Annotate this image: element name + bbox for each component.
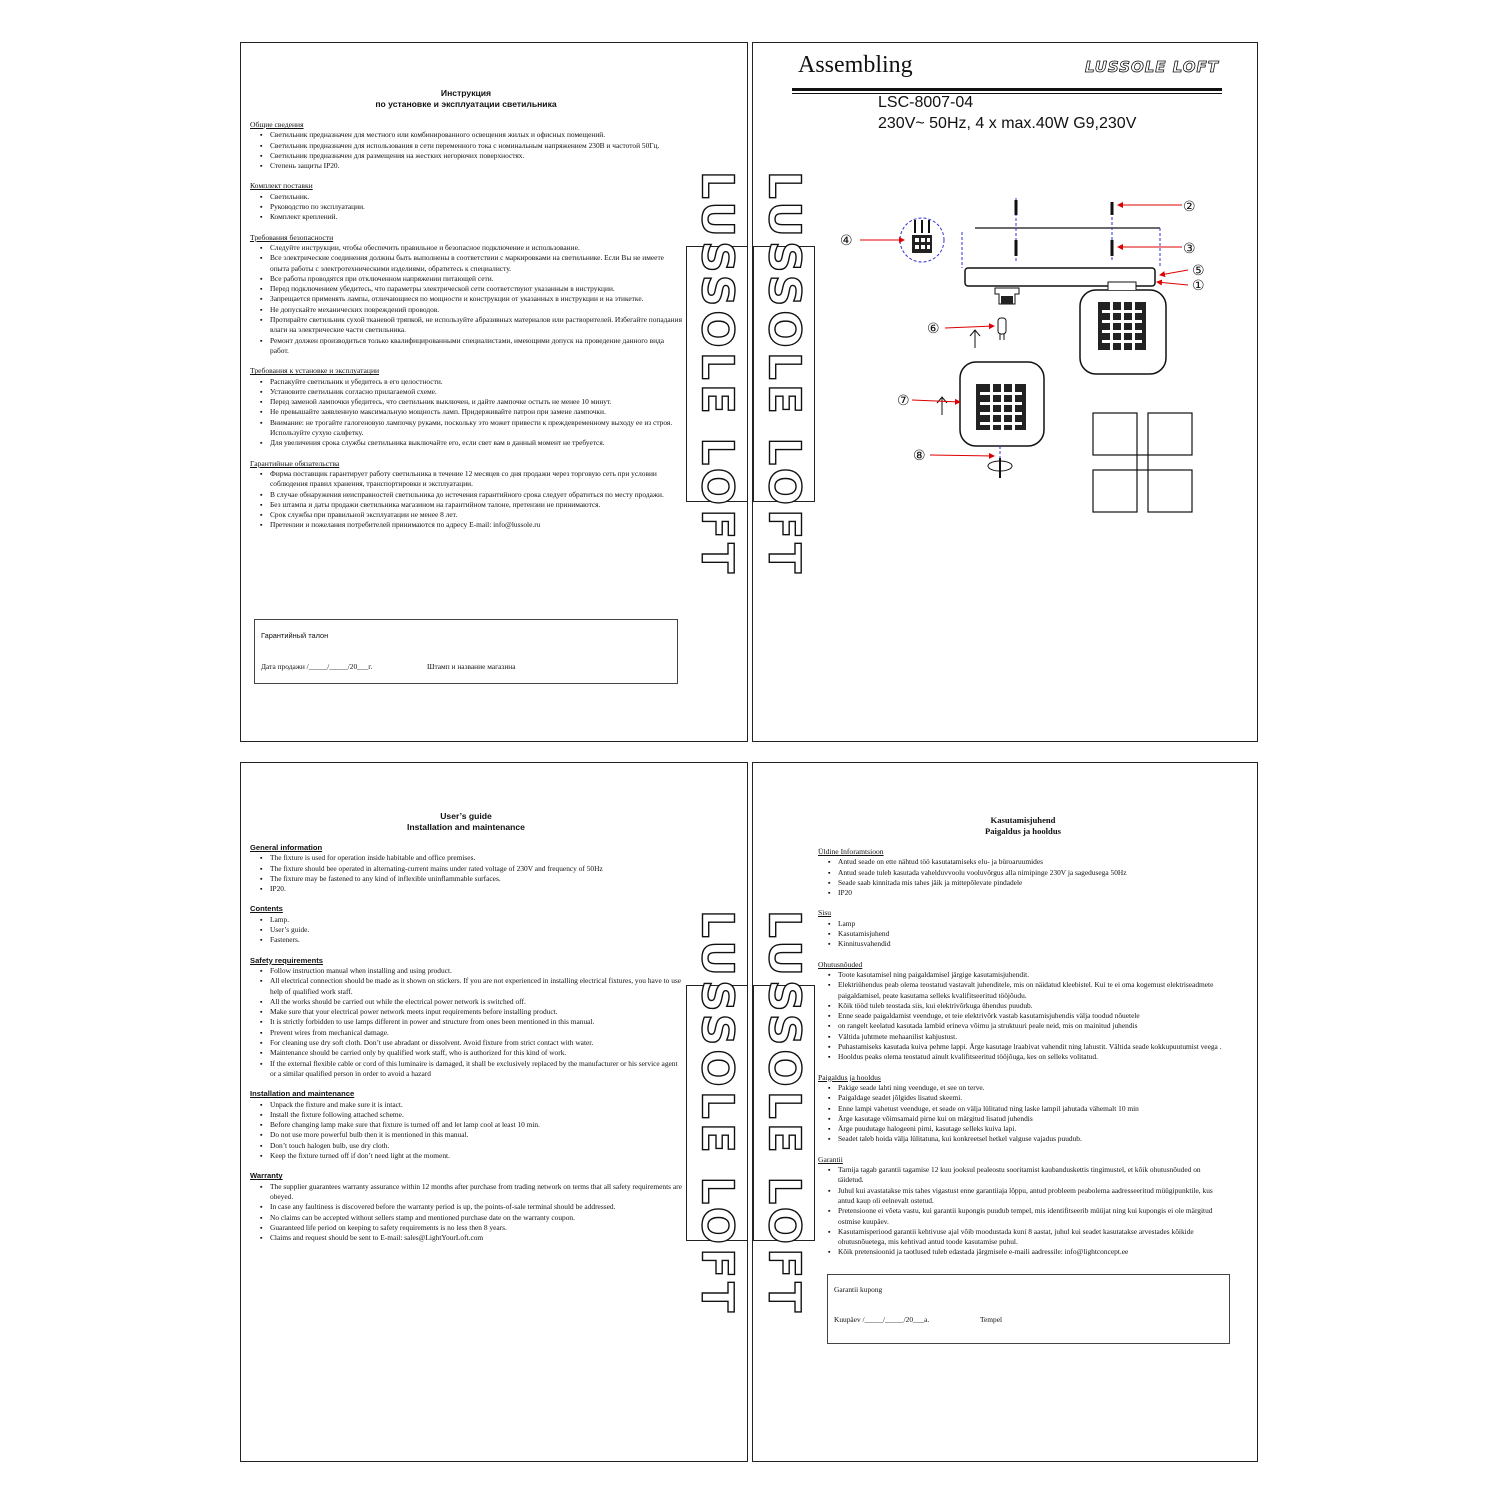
list-item: ▪ Kasutamisjuhend	[838, 929, 1228, 939]
list-item: ▪ Для увеличения срока службы светильника выключайте его, если свет вам в данный момент не требуется.	[270, 438, 682, 448]
section-heading: Warranty	[250, 1171, 283, 1181]
list-item: ▪ Pakige seade lahti ning veenduge, et see on terve.	[838, 1083, 1228, 1093]
en-section	[250, 904, 682, 945]
list-item: ▪ Руководство по эксплуатации.	[270, 202, 682, 212]
ru-title	[250, 88, 682, 110]
list-item: ▪ Kasutamisperiood garantii kehtivuse ajal võib moodustada kuni 8 aastat, juhul kui seadet kasutatakse arvestades kõikide ohutusnõuetega, mis kehtivad antud toode kasutamise puhul.	[838, 1227, 1228, 1248]
list-item: ▪ Don’t touch halogen bulb, use dry cloth.	[270, 1141, 682, 1151]
list-item: ▪ Степень защиты IP20.	[270, 161, 682, 171]
section-list	[250, 853, 682, 894]
list-item: ▪ The fixture is used for operation inside habitable and office premises.	[270, 853, 682, 863]
list-item: ▪ Kinnitusvahendid	[838, 939, 1228, 949]
list-item: ▪ Ремонт должен производиться только квалифицированными специалистами, имеющими допуск на проведение данного вида работ.	[270, 336, 682, 357]
section-heading: Contents	[250, 904, 283, 914]
callout-1: ①	[1192, 278, 1205, 294]
list-item: ▪ If the external flexible cable or cord of this luminaire is damaged, it shall be exclusively replaced by the manufacturer or his service agent or a similar qualified person in order to avoid a hazard	[270, 1059, 682, 1080]
list-item: ▪ Без штампа и даты продажи светильника магазином на гарантийном талоне, претензии не принимаются.	[270, 500, 682, 510]
electrical-spec: 230V~ 50Hz, 4 x max.40W G9,230V	[878, 115, 1137, 132]
list-item: ▪ Срок службы при правильной эксплуатации не менее 8 лет.	[270, 510, 682, 520]
list-item: ▪ Keep the fixture turned off if don’t need light at the moment.	[270, 1151, 682, 1161]
en-title-line1: User’s guide	[440, 811, 492, 821]
assembly-title: Assembling	[798, 52, 913, 78]
list-item: ▪ Toote kasutamisel ning paigaldamisel järgige kasutamisjuhendit.	[838, 970, 1228, 980]
section-heading: Требования безопасности	[250, 232, 334, 242]
ru-section	[250, 459, 682, 531]
section-list	[818, 970, 1228, 1063]
section-heading: Installation and maintenance	[250, 1089, 355, 1099]
ru-coupon-stamp: Штамп и название магазина	[427, 662, 516, 671]
ru-section	[250, 366, 682, 448]
section-list	[250, 130, 682, 171]
list-item: ▪ For cleaning use dry soft cloth. Don’t use abradant or dissolvent. Avoid fixture from strict contact with water.	[270, 1038, 682, 1048]
list-item: ▪ В случае обнаружения неисправностей светильника до истечения гарантийного срока следует обратиться по месту продажи.	[270, 490, 682, 500]
list-item: ▪ Kõik tööd tuleb teostada siis, kui elektrivõrkuga ühendus puudub.	[838, 1001, 1228, 1011]
list-item: ▪ Следуйте инструкции, чтобы обеспечить правильное и безопасное подключение и использование.	[270, 243, 682, 253]
list-item: ▪ It is strictly forbidden to use lamps different in power and structure from ones been mentioned in this manual.	[270, 1017, 682, 1027]
ru-warranty-coupon	[254, 619, 678, 684]
ru-section	[250, 181, 682, 222]
et-warranty-coupon	[827, 1274, 1230, 1344]
brand-logo-box	[753, 170, 815, 578]
assembly-brand-logo: LUSSOLE LOFT	[1085, 58, 1220, 76]
list-item: ▪ Установите светильник согласно прилагаемой схеме.	[270, 387, 682, 397]
list-item: ▪ Светильник предназначен для местного или комбинированного освещения жилых и офисных помещений.	[270, 130, 682, 140]
list-item: ▪ Maintenance should be carried only by qualified work staff, who is authorized for this kind of work.	[270, 1048, 682, 1058]
list-item: ▪ Не превышайте заявленную максимальную мощность ламп. Придерживайте патрон при замене лампочки.	[270, 407, 682, 417]
list-item: ▪ Светильник предназначен для размещения на жестких негорючих поверхностях.	[270, 151, 682, 161]
brand-logo-text: LUSSOLE LOFT	[758, 170, 810, 578]
section-heading: Üldine Inforamtsioon	[818, 847, 884, 856]
assembly-diagram	[752, 190, 1258, 530]
et-section	[818, 960, 1228, 1063]
brand-logo-text: LUSSOLE LOFT	[758, 909, 810, 1317]
brand-logo-text: LUSSOLE LOFT	[691, 909, 743, 1317]
list-item: ▪ Светильник.	[270, 192, 682, 202]
terminal-block-detail	[900, 218, 944, 262]
list-item: ▪ Фирма поставщик гарантирует работу светильника в течение 12 месяцев со дня продажи через торговую сеть при условии соблюдения правил хранения, транспортировки и эксплуатации.	[270, 469, 682, 490]
list-item: ▪ Guaranteed life period on keeping to safety requirements is no less then 8 years.	[270, 1223, 682, 1233]
et-coupon-title: Garantii kupong	[834, 1285, 883, 1294]
list-item: ▪ Не допускайте механических повреждений проводов.	[270, 305, 682, 315]
ru-title-line2: по установке и эксплуатации светильника	[375, 99, 557, 109]
section-list	[250, 377, 682, 449]
g9-bulb	[998, 318, 1006, 340]
list-item: ▪ Все электрические соединения должны быть выполнены в соответствии с маркировками на светильнике. Если Вы не имеете опыта работы с электротехническими изделиями, обратитесь к специалисту.	[270, 253, 682, 274]
en-title-line2: Installation and maintenance	[407, 822, 525, 832]
list-item: ▪ Fasteners.	[270, 935, 682, 945]
en-title	[250, 811, 682, 833]
section-list	[250, 1100, 682, 1162]
list-item: ▪ Claims and request should be sent to E-mail: sales@LightYourLoft.com	[270, 1233, 682, 1243]
assembly-rule	[792, 88, 1222, 91]
estonian-document	[818, 815, 1228, 1258]
assembly-model-info	[878, 92, 1136, 134]
brand-logo-box	[686, 170, 748, 578]
list-item: ▪ No claims can be accepted without sellers stamp and mentioned purchase date on the warranty coupon.	[270, 1213, 682, 1223]
section-heading: Требования к установке и эксплуатации	[250, 366, 380, 376]
callout-5: ⑤	[1192, 263, 1205, 279]
section-list	[818, 1083, 1228, 1145]
list-item: ▪ Kõik pretensioonid ja taotlused tuleb edastada järgmisele e-maili aadressile: info@lightconcept.ee	[838, 1247, 1228, 1257]
list-item: ▪ Претензии и пожелания потребителей принимаются по адресу E-mail: info@lussole.ru	[270, 520, 682, 530]
lamp-shade-installing	[960, 362, 1044, 478]
ru-coupon-date[interactable]: Дата продажи /_____/_____/20___г.	[261, 662, 373, 671]
list-item: ▪ Внимание: не трогайте галогеновую лампочку руками, поскольку это может привести к преждевременному выходу ее из строя. Используйте сухую салфетку.	[270, 418, 682, 439]
callout-4: ④	[840, 233, 853, 249]
section-list	[250, 966, 682, 1079]
et-section	[818, 908, 1228, 949]
list-item: ▪ IP20	[838, 888, 1228, 898]
list-item: ▪ Antud seade on ette nähtud töö kasutatamiseks elu- ja büroaruumides	[838, 857, 1228, 867]
section-heading: Sisu	[818, 908, 832, 918]
list-item: ▪ Puhastamiseks kasutada kuiva pehme lappi. Ärge kasutage lraabivat vahendit ning lahustit. Vältida seade kokkupuutumist veega .	[838, 1042, 1228, 1052]
list-item: ▪ All electrical connection should be made as it shown on stickers. If you are not experienced in installing electrical fixtures, you have to use help of qualified work staff.	[270, 976, 682, 997]
section-heading: Paigaldus ja hooldus	[818, 1072, 881, 1082]
list-item: ▪ Lamp.	[270, 915, 682, 925]
section-list	[818, 919, 1228, 950]
english-document	[250, 811, 682, 1243]
ru-section	[250, 233, 682, 357]
list-item: ▪ Ärge puudutage halogeeni pirni, kasutage selleks kuiva lapi.	[838, 1124, 1228, 1134]
list-item: ▪ The fixture should bee operated in alternating-current mains under rated voltage of 230V and frequency of 50Hz	[270, 864, 682, 874]
et-sections	[818, 847, 1228, 1258]
callout-8: ⑧	[913, 448, 926, 464]
list-item: ▪ on rangelt keelatud kasutada lambid erineva võimu ja struktuuri peale neid, mis on mainitud juhendis	[838, 1021, 1228, 1031]
section-list	[250, 243, 682, 356]
section-heading: Гарантийные обязательства	[250, 458, 340, 468]
section-list	[250, 469, 682, 531]
list-item: ▪ Lamp	[838, 919, 1228, 929]
section-list	[250, 1182, 682, 1244]
list-item: ▪ Make sure that your electrical power network meets input requirements before installing product.	[270, 1007, 682, 1017]
ru-coupon-title: Гарантийный талон	[261, 631, 329, 640]
et-title-line2: Paigaldus ja hooldus	[985, 826, 1061, 836]
list-item: ▪ Светильник предназначен для использования в сети переменного тока с номинальным напряжением 230В и частотой 50Гц.	[270, 141, 682, 151]
list-item: ▪ Распакуйте светильник и убедитесь в его целостности.	[270, 377, 682, 387]
section-list	[250, 192, 682, 223]
list-item: ▪ Do not use more powerful bulb then it is mentioned in this manual.	[270, 1130, 682, 1140]
list-item: ▪ Elektriühendus peab olema teostatud vastavalt juhenditele, mis on näidatud kleebistel. Kui te ei oma kogemust elektriseadmete paigaldamisel, peate kasutama selleks kvalifitseeritud tööjõudu.	[838, 980, 1228, 1001]
en-section	[250, 956, 682, 1080]
brand-logo-text: LUSSOLE LOFT	[691, 170, 743, 578]
list-item: ▪ The fixture may be fastened to any kind of inflexible uninflammable surfaces.	[270, 874, 682, 884]
et-section	[818, 847, 1228, 898]
section-heading: Комплект поставки	[250, 181, 313, 191]
et-section	[818, 1073, 1228, 1145]
list-item: ▪ Unpack the fixture and make sure it is intact.	[270, 1100, 682, 1110]
list-item: ▪ Vältida juhtmete mehaanilist kahjustust.	[838, 1032, 1228, 1042]
section-heading: Garantii	[818, 1154, 843, 1164]
et-title-line1: Kasutamisjuhend	[990, 815, 1056, 825]
list-item: ▪ Before changing lamp make sure that fixture is turned off and let lamp cool at least 10 min.	[270, 1120, 682, 1130]
list-item: ▪ The supplier guarantees warranty assurance within 12 months after purchase from trading network on terms that all safety requirements are obeyed.	[270, 1182, 682, 1203]
callout-2: ②	[1183, 199, 1196, 215]
list-item: ▪ Paigaldage seadet jõlgides lisatud skeemi.	[838, 1093, 1228, 1103]
list-item: ▪ Hooldus peaks olema teostatud ainult kvalifitseeritud tööjõuga, kes on selleks volitatud.	[838, 1052, 1228, 1062]
list-item: ▪ Antud seade tuleb kasutada vahelduvvoolu vooluvõrgus alla nimipinge 230V ja sagedusega 50Hz	[838, 868, 1228, 878]
section-heading: Safety requirements	[250, 955, 324, 965]
list-item: ▪ Seadet taleb hoida välja lülitatuna, kui konkreetsel hetkel valguse vajadus puudub.	[838, 1134, 1228, 1144]
list-item: ▪ All the works should be carried out while the electrical power network is switched off.	[270, 997, 682, 1007]
mounting-bracket	[962, 198, 1160, 268]
four-shades-layout	[1093, 413, 1192, 512]
list-item: ▪ Install the fixture following attached scheme.	[270, 1110, 682, 1120]
et-title	[818, 815, 1228, 837]
list-item: ▪ Все работы проводятся при отключенном напряжении питающей сети.	[270, 274, 682, 284]
list-item: ▪ Протирайте светильник сухой тканевой тряпкой, не используйте абразивных материалов или растворителей. Избегайте попадания влаги на электрические части светильника.	[270, 315, 682, 336]
lamp-shade-mounted	[1080, 282, 1166, 374]
section-heading: Ohutusnõuded	[818, 959, 863, 969]
section-heading: Общие сведения	[250, 120, 304, 129]
ru-sections	[250, 120, 682, 531]
section-list	[818, 857, 1228, 898]
list-item: ▪ Комплект креплений.	[270, 212, 682, 222]
section-heading: General information	[250, 843, 323, 852]
russian-document	[250, 88, 682, 531]
ru-section	[250, 120, 682, 171]
list-item: ▪ Запрещается применять лампы, отличающиеся по мощности и конструкции от указанных в инструкции и на этикетке.	[270, 294, 682, 304]
up-arrow-bulb	[970, 330, 980, 348]
up-arrow-shade	[937, 397, 947, 415]
callout-6: ⑥	[927, 321, 940, 337]
list-item: ▪ Перед подключением убедитесь, что параметры электрической сети соответствуют указанным в инструкции.	[270, 284, 682, 294]
list-item: ▪ Enne seade paigaldamist veenduge, et teie elektrivõrk vastab kasutamisjuhendis välja toodud nõuetele	[838, 1011, 1228, 1021]
list-item: ▪ User’s guide.	[270, 925, 682, 935]
et-coupon-stamp: Tempel	[980, 1315, 1003, 1324]
model-number: LSC-8007-04	[878, 94, 974, 111]
ru-title-line1: Инструкция	[440, 88, 492, 98]
list-item: ▪ IP20.	[270, 884, 682, 894]
et-coupon-date[interactable]: Kuupäev /_____/_____/20___a.	[834, 1315, 930, 1324]
en-sections	[250, 843, 682, 1243]
list-item: ▪ Follow instruction manual when installing and using product.	[270, 966, 682, 976]
en-section	[250, 843, 682, 894]
list-item: ▪ Tarnija tagab garantii tagamise 12 kuu jooksul pealeostu sooritamist kaubanduskettis tingimustel, et kõik ohutusnõuded on täidetud.	[838, 1165, 1228, 1186]
section-list	[250, 915, 682, 946]
en-section	[250, 1089, 682, 1161]
en-section	[250, 1171, 682, 1243]
brand-logo-box	[686, 909, 748, 1317]
brand-logo-box	[753, 909, 815, 1317]
list-item: ▪ In case any faultiness is discovered before the warranty period is up, the points-of-sale terminal should be addressed.	[270, 1202, 682, 1212]
list-item: ▪ Перед заменой лампочки убедитесь, что светильник выключен, и дайте лампочке остыть не менее 10 минут.	[270, 397, 682, 407]
list-item: ▪ Pretensioone ei võeta vastu, kui garantii kupongis puudub tempel, mis identifitseerib müüjat ning kui kupongis ei ole märgitud ostmise kuupäev.	[838, 1206, 1228, 1227]
callout-7: ⑦	[897, 393, 910, 409]
list-item: ▪ Prevent wires from mechanical damage.	[270, 1028, 682, 1038]
list-item: ▪ Juhul kui avastatakse mis tahes vigastust enne garantiiaja lõppu, antud probleem peabolema aadresseeritud müügipunktile, kus antud kaup oli eelnevalt ostetud.	[838, 1186, 1228, 1207]
list-item: ▪ Enne lampi vahetust veenduge, et seade on välja lülitatud ning laske lampil jahutada vähemalt 10 min	[838, 1104, 1228, 1114]
list-item: ▪ Ärge kasutage võimsamaid pirne kui on märgitud lisatud juhendis	[838, 1114, 1228, 1124]
et-section	[818, 1155, 1228, 1258]
section-list	[818, 1165, 1228, 1258]
list-item: ▪ Seade saab kinnitada mis tahes jäik ja mittepõlevate pindadele	[838, 878, 1228, 888]
callout-3: ③	[1183, 241, 1196, 257]
